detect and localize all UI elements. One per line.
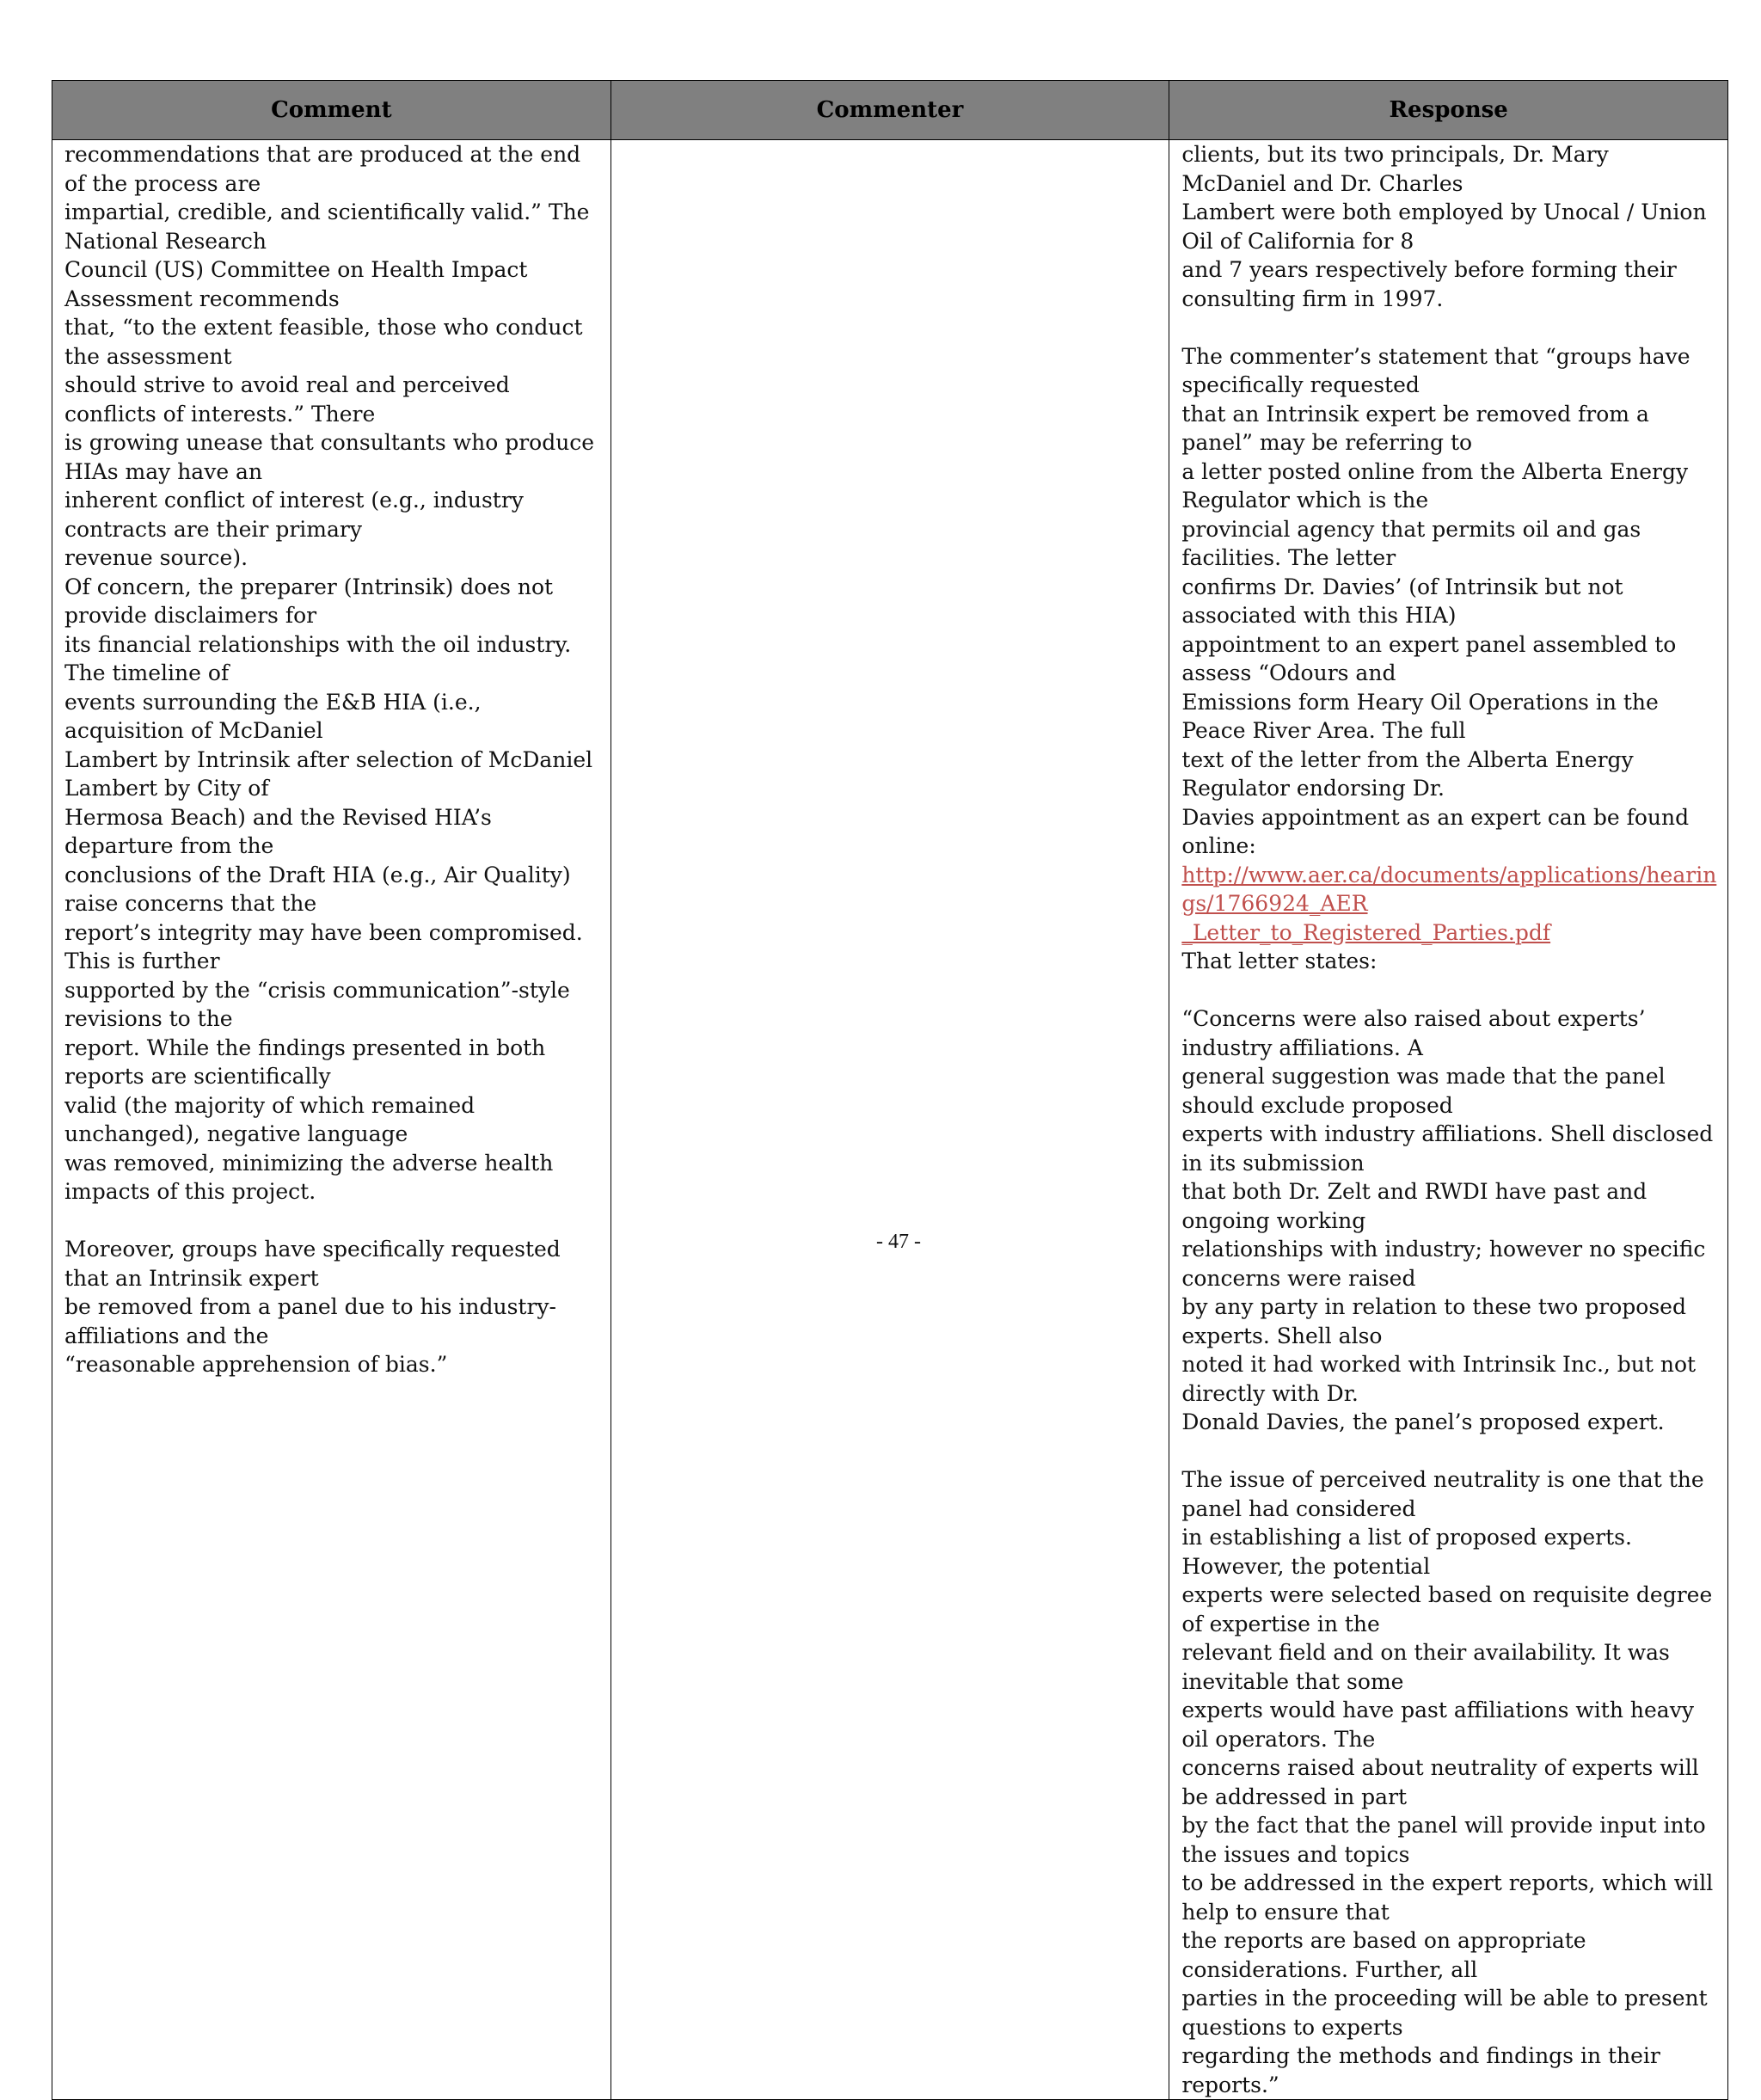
response-paragraph-3: That letter states:: [1181, 949, 1378, 973]
comment-cell: [52, 140, 611, 2100]
aer-letter-link[interactable]: [1181, 861, 1717, 948]
response-paragraph-4: “Concerns were also raised about experts’ industry affiliations. A general suggestion was made that the panel should exclude proposed experts with industry affiliations. Shell disclosed in its submission that both Dr. Zelt and RWDI have past and ongoing working relationships with industry; however no specific concerns were raised by any party in relation to these two proposed experts. Shell also noted it had worked with Intrinsik Inc., but not directly with Dr. Donald Davies, the panel’s proposed expert.: [1181, 1006, 1714, 1434]
table-header-row: [52, 81, 1728, 140]
aer-letter-link-line-2: _Letter_to_Registered_Parties.pdf: [1181, 919, 1551, 945]
paragraph-spacer: [1181, 1437, 1717, 1466]
response-paragraph-2: The commenter’s statement that “groups have specifically requested that an Intrinsik expert be removed from a panel” may be referring to a letter posted online from the Alberta Energy Regulator which is the provincial agency that permits oil and gas facilities. The letter confirms Dr. Davies’ (of Intrinsik but not associated with this HIA) appointment to an expert panel assembled to assess “Odours and Emissions form Heary Oil Operations in the Peace River Area. The full text of the letter from the Alberta Energy Regulator endorsing Dr. Davies appointment as an expert can be found online:: [1181, 343, 1690, 858]
response-cell: [1169, 140, 1728, 2100]
response-paragraph-1: clients, but its two principals, Dr. Mary McDaniel and Dr. Charles Lambert were both employed by Unocal / Union Oil of California for 8 and 7 years respectively before forming their consulting firm in 1997.: [1181, 142, 1707, 311]
paragraph-spacer: [1181, 976, 1717, 1005]
comment-paragraph-1: recommendations that are produced at the end of the process are impartial, credible, and scientifically valid.” The National Research Council (US) Committee on Health Impact Assessment recommends that, “to the extent feasible, those who conduct the assessment should strive to avoid real and perceived conflicts of interests.” There is growing unease that consultants who produce HIAs may have an inherent conflict of interest (e.g., industry contracts are their primary revenue source).: [64, 142, 595, 570]
response-paragraph-5: The issue of perceived neutrality is one that the panel had considered in establishing a list of proposed experts. However, the potential experts were selected based on requisite degree of expertise in the relevant field and on their availability. It was inevitable that some experts would have past affiliations with heavy oil operators. The concerns raised about neutrality of experts will be addressed in part by the fact that the panel will provide input into the issues and topics to be addressed in the expert reports, which will help to ensure that the reports are based on appropriate considerations. Further, all parties in the proceeding will be able to present questions to experts regarding the methods and findings in their reports.”: [1181, 1467, 1714, 2097]
comment-paragraph-3: Moreover, groups have specifically requested that an Intrinsik expert be removed from a panel due to his industry- affiliations and the “reasonable apprehension of bias.”: [64, 1237, 561, 1377]
header-commenter: Commenter: [611, 81, 1169, 140]
header-response: Response: [1169, 81, 1728, 140]
comment-response-table: [52, 80, 1728, 2100]
page-number: - 47 -: [876, 1231, 921, 1253]
paragraph-spacer: [1181, 313, 1717, 342]
table-row: [52, 140, 1728, 2100]
header-comment: Comment: [52, 81, 611, 140]
commenter-cell: [611, 140, 1169, 2100]
comment-paragraph-2: Of concern, the preparer (Intrinsik) does not provide disclaimers for its financial relationships with the oil industry. The timeline of events surrounding the E&B HIA (i.e., acquisition of McDaniel Lambert by Intrinsik after selection of McDaniel Lambert by City of Hermosa Beach) and the Revised HIA’s departure from the conclusions of the Draft HIA (e.g., Air Quality) raise concerns that the report’s integrity may have been compromised. This is further supported by the “crisis communication”-style revisions to the report. While the findings presented in both reports are scientifically valid (the majority of which remained unchanged), negative language was removed, minimizing the adverse health impacts of this project.: [64, 574, 593, 1204]
aer-letter-link-line-1: http://www.aer.ca/documents/applications/hearings/1766924_AER: [1181, 862, 1717, 916]
